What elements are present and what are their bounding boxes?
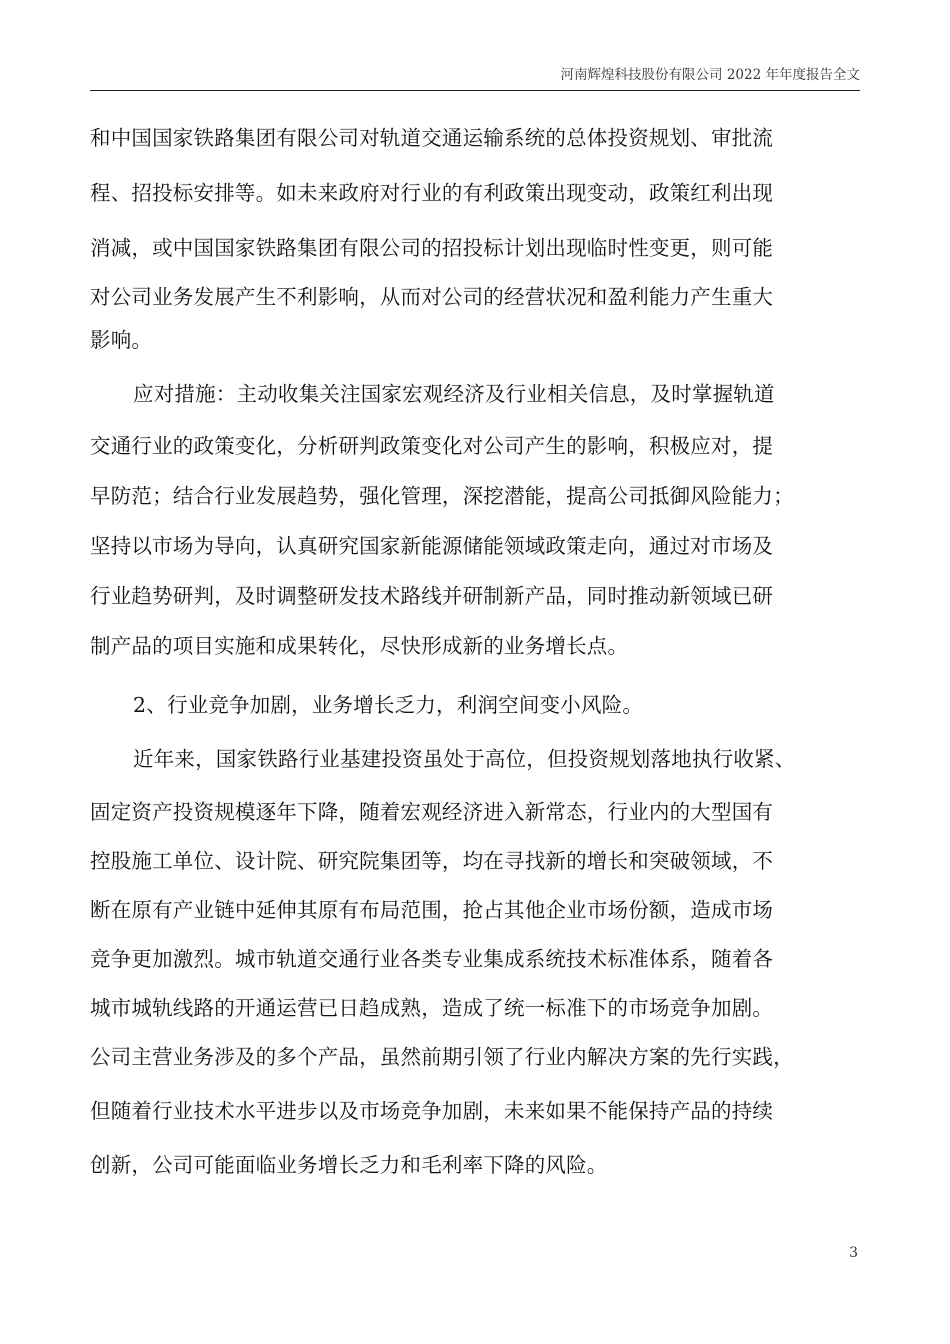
text-line: 交通行业的政策变化，分析研判政策变化对公司产生的影响，积极应对，提 xyxy=(90,434,774,458)
text-line: 应对措施：主动收集关注国家宏观经济及行业相关信息，及时掌握轨道 xyxy=(133,382,775,406)
text-line: 坚持以市场为导向，认真研究国家新能源储能领域政策走向，通过对市场及 xyxy=(90,534,774,558)
header-title: 河南辉煌科技股份有限公司 2022 年年度报告全文 xyxy=(560,67,860,83)
text-line: 早防范；结合行业发展趋势，强化管理，深挖潜能，提高公司抵御风险能力； xyxy=(90,484,794,508)
text-line: 公司主营业务涉及的多个产品，虽然前期引领了行业内解决方案的先行实践， xyxy=(90,1045,794,1069)
text-line: 对公司业务发展产生不利影响，从而对公司的经营状况和盈利能力产生重大 xyxy=(90,285,774,309)
text-line: 创新，公司可能面临业务增长乏力和毛利率下降的风险。 xyxy=(90,1153,608,1177)
text-line: 但随着行业技术水平进步以及市场竞争加剧，未来如果不能保持产品的持续 xyxy=(90,1099,774,1123)
text-line: 制产品的项目实施和成果转化，尽快形成新的业务增长点。 xyxy=(90,634,629,658)
text-line: 影响。 xyxy=(90,328,153,352)
text-line: 消减，或中国国家铁路集团有限公司的招投标计划出现临时性变更，则可能 xyxy=(90,236,774,260)
text-line: 行业趋势研判，及时调整研发技术路线并研制新产品，同时推动新领域已研 xyxy=(90,584,774,608)
text-line: 断在原有产业链中延伸其原有布局范围，抢占其他企业市场份额，造成市场 xyxy=(90,898,774,922)
section-heading: 2、行业竞争加剧，业务增长乏力，利润空间变小风险。 xyxy=(133,693,644,717)
text-line: 和中国国家铁路集团有限公司对轨道交通运输系统的总体投资规划、审批流 xyxy=(90,126,774,150)
page-number: 3 xyxy=(849,1245,858,1261)
text-line: 竞争更加激烈。城市轨道交通行业各类专业集成系统技术标准体系，随着各 xyxy=(90,947,774,971)
text-line: 固定资产投资规模逐年下降，随着宏观经济进入新常态，行业内的大型国有 xyxy=(90,800,774,824)
text-line: 控股施工单位、设计院、研究院集团等，均在寻找新的增长和突破领域，不 xyxy=(90,849,774,873)
text-line: 城市城轨线路的开通运营已日趋成熟，造成了统一标准下的市场竞争加剧。 xyxy=(90,996,774,1020)
text-line: 近年来，国家铁路行业基建投资虽处于高位，但投资规划落地执行收紧、 xyxy=(133,747,796,771)
text-line: 程、招投标安排等。如未来政府对行业的有利政策出现变动，政策红利出现 xyxy=(90,181,774,205)
page-header xyxy=(90,66,860,91)
